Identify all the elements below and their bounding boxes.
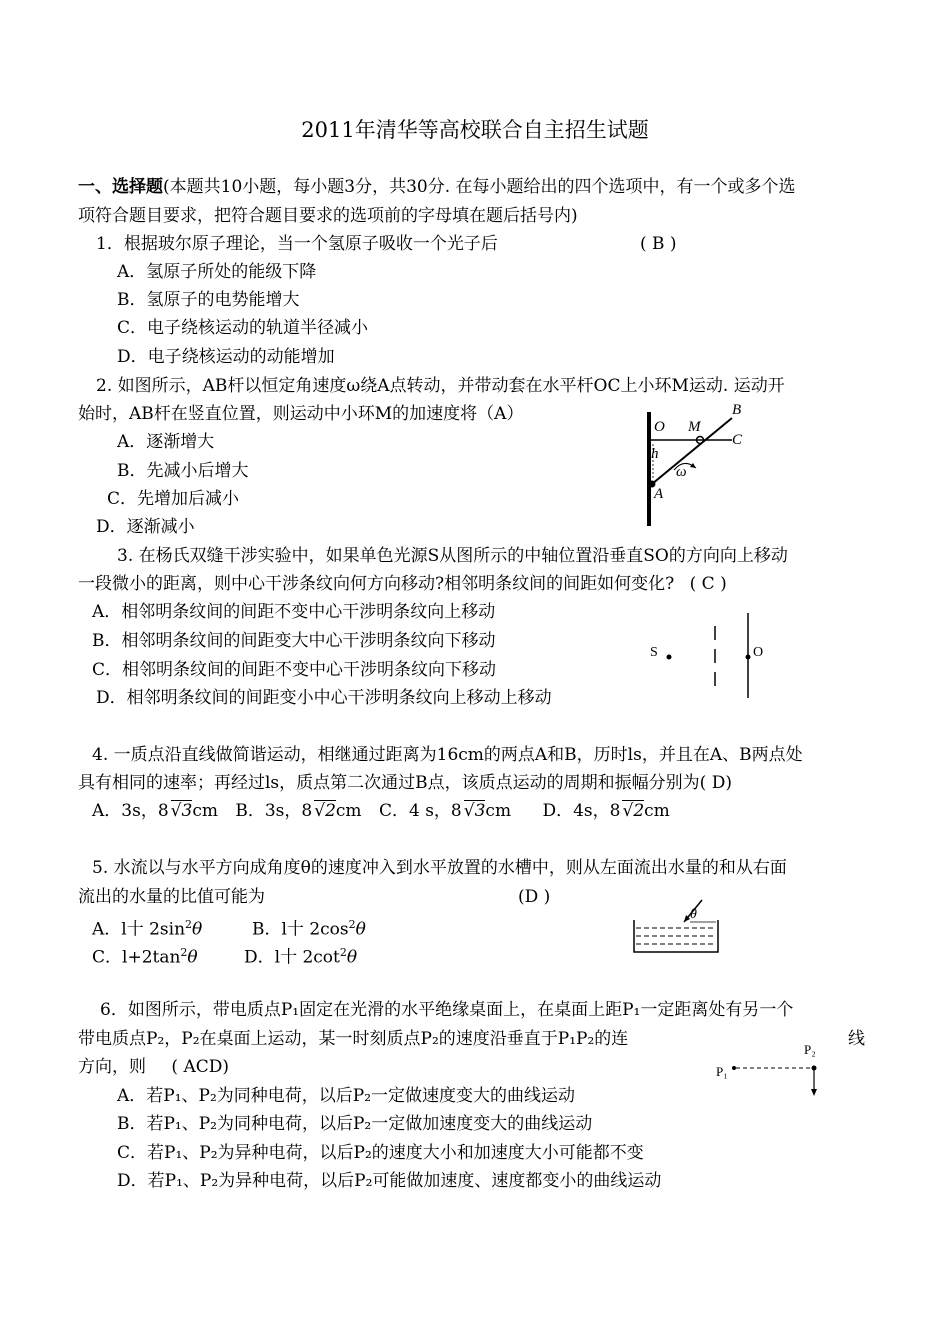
q3-option-a: A．相邻明条纹间的间距不变中心干涉明条纹向上移动 xyxy=(92,602,496,622)
q4-stem-1: 4. 一质点沿直线做简谐运动，相继通过距离为16cm的两点A和B，历时ls，并且在A、B两点处 xyxy=(92,745,803,765)
label-m: M xyxy=(688,419,701,435)
q5-option-c: C．$l+2\tan^2\theta$ xyxy=(92,946,198,968)
q4-option-b: B．3s，8 √2cm xyxy=(235,801,362,821)
label-c: C xyxy=(732,432,743,448)
q3-option-c: C．相邻明条纹间的间距不变中心干涉明条纹向下移动 xyxy=(92,660,497,680)
section-heading: 一、选择题 xyxy=(78,177,163,197)
q1-option-d: D．电子绕核运动的动能增加 xyxy=(117,347,335,367)
q4-option-a: A．3s，8 √3cm xyxy=(92,801,218,821)
q6-option-a: A．若P₁、P₂为同种电荷，以后P₂一定做速度变大的曲线运动 xyxy=(117,1086,576,1106)
q6-answer: ( ACD) xyxy=(171,1057,229,1077)
label-p2: P₂ xyxy=(804,1042,816,1057)
velocity-arrowhead xyxy=(811,1089,817,1096)
q1-option-b: B．氢原子的电势能增大 xyxy=(117,290,300,310)
q4-option-d: D．4s，8 √2cm xyxy=(542,801,670,821)
label-omega: ω xyxy=(676,464,687,480)
q4-option-c: C．4 s，8 √3cm xyxy=(378,801,512,821)
label-theta: θ xyxy=(690,907,697,922)
rotation-arrowhead xyxy=(690,463,696,468)
label-o: O xyxy=(753,645,764,660)
q2-stem-1: 2. 如图所示，AB杆以恒定角速度ω绕A点转动，并带动套在水平杆OC上小环M运动. 运动开 xyxy=(96,376,785,396)
q6-stem-2-end: 线 xyxy=(848,1029,865,1049)
q3-stem-2-line xyxy=(78,573,727,595)
q2-option-c: C．先增加后减小 xyxy=(107,489,240,509)
q6-stem-3-line xyxy=(78,1056,229,1078)
q6-option-c: C．若P₁、P₂为异种电荷，以后P₂的速度大小和加速度大小可能都不变 xyxy=(117,1143,644,1163)
q5-stem-2: 流出的水量的比值可能为 xyxy=(78,887,265,907)
q3-option-b: B．相邻明条纹间的间距变大中心干涉明条纹向下移动 xyxy=(92,631,496,651)
q6-stem-3: 方向，则 xyxy=(78,1057,146,1077)
label-b: B xyxy=(732,402,742,418)
q1-option-a: A．氢原子所处的能级下降 xyxy=(117,262,317,282)
page-title: 2011年清华等高校联合自主招生试题 xyxy=(301,118,649,142)
label-p1: P₁ xyxy=(716,1064,728,1079)
label-o: O xyxy=(654,419,665,435)
section-intro-1: (本题共10小题，每小题3分，共30分. 在每小题给出的四个选项中，有一个或多个选 xyxy=(163,177,796,197)
q6-option-d: D．若P₁、P₂为异种电荷，以后P₂可能做加速度、速度都变小的曲线运动 xyxy=(117,1171,662,1191)
q4-options xyxy=(92,800,670,822)
q3-option-d: D．相邻明条纹间的间距变小中心干涉明条纹向上移动上移动 xyxy=(96,688,552,708)
q5-option-d: D．l十 $2\cot^2\theta$ xyxy=(244,946,358,968)
label-s: S xyxy=(650,645,658,660)
q1-answer: ( B ) xyxy=(640,234,677,254)
q5-answer: (D ) xyxy=(518,887,551,907)
label-a: A xyxy=(654,486,664,502)
section-intro-line-1 xyxy=(78,176,796,198)
q5-stem-1: 5. 水流以与水平方向成角度θ的速度冲入到水平放置的水槽中，则从左面流出水量的和从右面 xyxy=(92,858,787,878)
q6-stem-2: 带电质点P₂，P₂在桌面上运动，某一时刻质点P₂的速度沿垂直于P₁P₂的连 xyxy=(78,1029,629,1049)
particle-p2 xyxy=(812,1066,817,1071)
q3-figure xyxy=(645,608,770,703)
q5-option-b: B．l十 $2\cos^2\theta$ xyxy=(252,918,366,940)
q1-stem: 1．根据玻尔原子理论，当一个氢原子吸收一个光子后 xyxy=(96,234,498,254)
q3-answer: ( C ) xyxy=(689,574,727,594)
q6-figure xyxy=(712,1040,832,1104)
q4-stem-2: 具有相同的速率；再经过ls，质点第二次通过B点，该质点运动的周期和振幅分别为( D) xyxy=(78,773,732,793)
q2-option-b: B．先减小后增大 xyxy=(117,461,249,481)
q2-figure xyxy=(640,398,760,530)
q2-stem-2: 始时，AB杆在竖直位置，则运动中小环M的加速度将（A） xyxy=(78,404,524,424)
source-s xyxy=(667,655,672,660)
q6-stem-1: 6．如图所示，带电质点P₁固定在光滑的水平绝缘桌面上，在桌面上距P₁一定距离处有另一个 xyxy=(100,1000,794,1020)
q6-option-b: B．若P₁、P₂为同种电荷，以后P₂一定做加速度变大的曲线运动 xyxy=(117,1114,593,1134)
q5-figure xyxy=(628,898,728,958)
particle-p1 xyxy=(732,1066,736,1070)
q5-option-a: A．l十 $2\sin^2\theta$ xyxy=(92,918,203,940)
q2-option-d: D．逐渐减小 xyxy=(96,517,195,537)
q3-stem-1: 3. 在杨氏双缝干涉实验中，如果单色光源S从图所示的中轴位置沿垂直SO的方向向上移动 xyxy=(117,546,788,566)
section-intro-2: 项符合题目要求，把符合题目要求的选项前的字母填在题后括号内) xyxy=(78,206,578,226)
q1-option-c: C．电子绕核运动的轨道半径减小 xyxy=(117,318,369,338)
label-h: h xyxy=(651,446,659,462)
q3-stem-2: 一段微小的距离，则中心干涉条纹向何方向移动?相邻明条纹间的间距如何变化? xyxy=(78,574,675,594)
q2-option-a: A．逐渐增大 xyxy=(117,432,215,452)
center-point-o xyxy=(746,655,751,660)
